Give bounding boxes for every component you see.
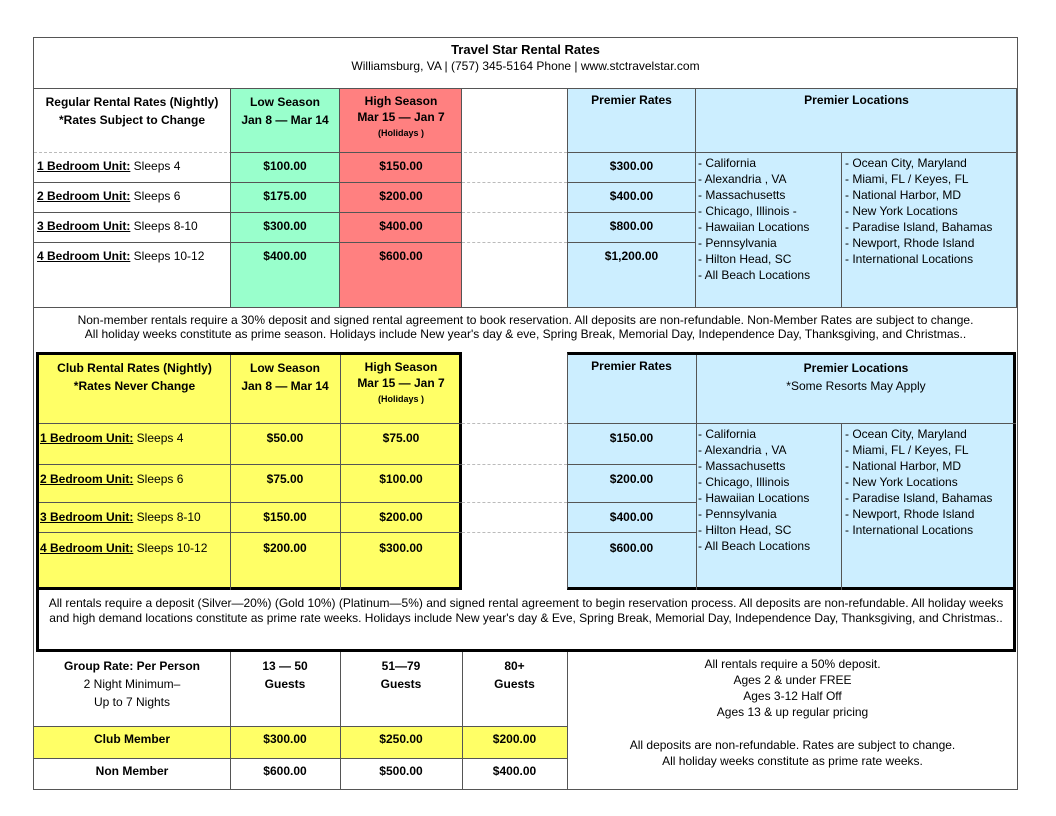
regular-high-header bbox=[340, 93, 462, 141]
regular-low-dates: Jan 8 — Mar 14 bbox=[241, 113, 329, 127]
club-row-1-high: $75.00 bbox=[382, 431, 420, 445]
club-low-header bbox=[230, 359, 340, 395]
group-info-line: Ages 3-12 Half Off bbox=[743, 689, 842, 703]
unit-label: 1 Bedroom Unit: bbox=[40, 431, 134, 445]
location-item: - National Harbor, MD bbox=[845, 459, 962, 473]
club-low-dates: Jan 8 — Mar 14 bbox=[241, 379, 329, 393]
regular-low-header bbox=[230, 93, 340, 129]
group-non-price-3: $400.00 bbox=[492, 764, 537, 778]
club-row-3-premier: $400.00 bbox=[609, 510, 654, 524]
club-locations-subtitle: *Some Resorts May Apply bbox=[786, 379, 926, 393]
regular-section-bottom bbox=[34, 307, 1017, 308]
group-max-nights: Up to 7 Nights bbox=[93, 695, 171, 709]
location-item: - Ocean City, Maryland bbox=[845, 156, 967, 170]
regular-header-divider-solid-2 bbox=[567, 152, 1017, 153]
club-note: All rentals require a deposit (Silver—20%) (Gold 10%) (Platinum—5%) and signed rental agreement to begin reservation process. All deposits are non-refundable. All holiday weeks and high demand locations constitute as prime rate weeks. Holidays include New year's day & Eve, Spring Break, Memorial Day, Independence Day, Thanksgiving, and Christmas.. bbox=[48, 596, 1004, 625]
regular-premier-locations-header: Premier Locations bbox=[804, 93, 909, 107]
club-row-4-high: $300.00 bbox=[379, 541, 423, 555]
unit-label: 3 Bedroom Unit: bbox=[40, 510, 134, 524]
unit-label: 2 Bedroom Unit: bbox=[40, 472, 134, 486]
regular-row-2-high: $200.00 bbox=[379, 189, 423, 203]
club-row-dash-3 bbox=[462, 532, 567, 533]
regular-locations-right bbox=[845, 155, 1015, 267]
club-premier-line-2 bbox=[567, 502, 696, 503]
regular-header-divider-solid bbox=[230, 152, 462, 153]
group-col-3-header bbox=[462, 657, 567, 693]
regular-row-dash-2 bbox=[462, 212, 567, 213]
group-non-price-1: $600.00 bbox=[263, 764, 307, 778]
club-heading-subtitle: *Rates Never Change bbox=[73, 379, 196, 393]
group-info-line: All deposits are non-refundable. Rates are subject to change. bbox=[629, 738, 956, 752]
club-high-dates: Mar 15 — Jan 7 bbox=[357, 376, 445, 390]
location-item: - Newport, Rhode Island bbox=[845, 507, 975, 521]
club-row-line-1 bbox=[39, 464, 462, 465]
club-row-2-unit bbox=[40, 472, 230, 486]
regular-high-title: High Season bbox=[364, 94, 438, 108]
location-item: - New York Locations bbox=[845, 475, 958, 489]
group-info-line: All holiday weeks constitute as prime rate weeks. bbox=[662, 754, 923, 768]
location-item: - International Locations bbox=[845, 252, 974, 266]
group-info-line: Ages 13 & up regular pricing bbox=[716, 705, 869, 719]
sleeps-label: Sleeps 4 bbox=[130, 159, 181, 173]
location-item: - Massachusetts bbox=[698, 188, 786, 202]
club-high-title: High Season bbox=[364, 360, 438, 374]
group-info-line: Ages 2 & under FREE bbox=[733, 673, 852, 687]
location-item: - California bbox=[698, 156, 757, 170]
regular-locations-left bbox=[698, 155, 840, 283]
group-row-line-2 bbox=[34, 758, 567, 759]
group-col-1-range: 13 — 50 bbox=[262, 659, 308, 673]
regular-note bbox=[36, 313, 1015, 341]
location-item: - Chicago, Illinois - bbox=[698, 204, 797, 218]
group-club-price-2: $250.00 bbox=[379, 732, 423, 746]
group-info-line: All rentals require a 50% deposit. bbox=[704, 657, 881, 671]
club-row-3-high: $200.00 bbox=[379, 510, 423, 524]
location-item: - California bbox=[698, 427, 757, 441]
unit-label: 2 Bedroom Unit: bbox=[37, 189, 131, 203]
club-premier-locations-header bbox=[696, 359, 1016, 395]
regular-high-dates: Mar 15 — Jan 7 bbox=[357, 110, 445, 124]
group-row-line-1 bbox=[34, 726, 567, 727]
regular-row-1-premier: $300.00 bbox=[609, 159, 654, 173]
regular-row-dash-3 bbox=[462, 242, 567, 243]
regular-row-1-high: $150.00 bbox=[379, 159, 423, 173]
location-item: - Alexandria , VA bbox=[698, 172, 787, 186]
regular-row-4-high: $600.00 bbox=[379, 249, 423, 263]
club-row-3-unit bbox=[40, 510, 230, 524]
regular-row-line-3 bbox=[34, 242, 462, 243]
regular-premier-line-2 bbox=[567, 212, 696, 213]
sleeps-label: Sleeps 10-12 bbox=[130, 249, 205, 263]
group-non-label: Non Member bbox=[95, 764, 169, 778]
location-item: - All Beach Locations bbox=[698, 268, 811, 282]
group-club-label: Club Member bbox=[93, 732, 170, 746]
group-col-3-guests: Guests bbox=[494, 677, 535, 691]
club-row-2-low: $75.00 bbox=[266, 472, 304, 486]
group-min-nights: 2 Night Minimum– bbox=[83, 677, 181, 691]
group-col-1-header bbox=[230, 657, 340, 693]
club-locations-split-2 bbox=[841, 424, 842, 590]
club-row-dash-2 bbox=[462, 502, 567, 503]
regular-row-3-unit bbox=[37, 219, 230, 233]
club-header-dash bbox=[462, 423, 567, 424]
regular-low-title: Low Season bbox=[249, 95, 320, 109]
unit-label: 4 Bedroom Unit: bbox=[40, 541, 134, 555]
sleeps-label: Sleeps 8-10 bbox=[133, 510, 201, 524]
regular-high-note: (Holidays ) bbox=[377, 128, 424, 138]
location-item: - Pennsylvania bbox=[698, 236, 777, 250]
club-locations-right bbox=[845, 426, 1013, 538]
club-row-2-premier: $200.00 bbox=[609, 472, 654, 486]
location-item: - Pennsylvania bbox=[698, 507, 777, 521]
club-premier-line-3 bbox=[567, 532, 696, 533]
regular-premier-rates-header: Premier Rates bbox=[591, 93, 672, 107]
unit-label: 1 Bedroom Unit: bbox=[37, 159, 131, 173]
regular-note-line-2: All holiday weeks constitute as prime season. Holidays include New year's day & eve, Spring Break, Memorial Day, Independence Day, Thanksgiving, and Christmas.. bbox=[84, 327, 967, 341]
club-row-line-2 bbox=[39, 502, 462, 503]
sleeps-label: Sleeps 6 bbox=[133, 472, 184, 486]
regular-row-1-unit bbox=[37, 159, 230, 173]
location-item: - Hilton Head, SC bbox=[698, 523, 792, 537]
group-col-2-range: 51—79 bbox=[381, 659, 421, 673]
club-row-1-low: $50.00 bbox=[266, 431, 304, 445]
club-row-1-premier: $150.00 bbox=[609, 431, 654, 445]
regular-premier-line-3 bbox=[567, 242, 696, 243]
sleeps-label: Sleeps 8-10 bbox=[130, 219, 198, 233]
regular-row-dash-1 bbox=[462, 182, 567, 183]
club-row-1-unit bbox=[40, 431, 230, 445]
regular-row-4-premier: $1,200.00 bbox=[604, 249, 659, 263]
club-row-line-3 bbox=[39, 532, 462, 533]
group-col-3-range: 80+ bbox=[504, 659, 525, 673]
regular-row-2-low: $175.00 bbox=[263, 189, 307, 203]
regular-note-line-1: Non-member rentals require a 30% deposit and signed rental agreement to book reservation. All deposits are non-refundable. Non-Member Rates are subject to change. bbox=[77, 313, 974, 327]
club-row-4-low: $200.00 bbox=[263, 541, 307, 555]
group-club-price-3: $200.00 bbox=[492, 732, 537, 746]
club-heading-title: Club Rental Rates (Nightly) bbox=[57, 361, 212, 375]
regular-heading-subtitle: *Rates Subject to Change bbox=[58, 113, 206, 127]
regular-premier-line-1 bbox=[567, 182, 696, 183]
regular-row-3-low: $300.00 bbox=[263, 219, 307, 233]
unit-label: 3 Bedroom Unit: bbox=[37, 219, 131, 233]
regular-row-2-premier: $400.00 bbox=[609, 189, 654, 203]
club-row-2-high: $100.00 bbox=[379, 472, 423, 486]
group-club-price-1: $300.00 bbox=[263, 732, 307, 746]
group-heading bbox=[34, 657, 230, 711]
group-col-1-guests: Guests bbox=[264, 677, 306, 691]
group-info bbox=[568, 656, 1017, 720]
sleeps-label: Sleeps 6 bbox=[130, 189, 181, 203]
club-low-title: Low Season bbox=[249, 361, 320, 375]
group-info-2 bbox=[568, 737, 1017, 769]
group-non-price-2: $500.00 bbox=[379, 764, 423, 778]
location-item: - International Locations bbox=[845, 523, 974, 537]
location-item: - Massachusetts bbox=[698, 459, 786, 473]
location-item: - National Harbor, MD bbox=[845, 188, 962, 202]
group-col-2-header bbox=[340, 657, 462, 693]
location-item: - Hilton Head, SC bbox=[698, 252, 792, 266]
location-item: - Miami, FL / Keyes, FL bbox=[845, 172, 969, 186]
club-high-header bbox=[340, 359, 462, 407]
club-header-line-2 bbox=[567, 423, 1016, 424]
page-title: Travel Star Rental Rates bbox=[451, 42, 600, 57]
club-row-dash-1 bbox=[462, 464, 567, 465]
club-row-4-premier: $600.00 bbox=[609, 541, 654, 555]
club-high-note: (Holidays ) bbox=[377, 394, 424, 404]
page-subtitle: Williamsburg, VA | (757) 345-5164 Phone | www.stctravelstar.com bbox=[351, 59, 700, 73]
club-row-4-unit bbox=[40, 541, 230, 555]
location-item: - Alexandria , VA bbox=[698, 443, 787, 457]
club-header-line bbox=[39, 423, 462, 424]
club-premier-line-1 bbox=[567, 464, 696, 465]
group-col-2-guests: Guests bbox=[380, 677, 422, 691]
regular-row-3-premier: $800.00 bbox=[609, 219, 654, 233]
regular-row-2-unit bbox=[37, 189, 230, 203]
location-item: - New York Locations bbox=[845, 204, 958, 218]
club-locations-title: Premier Locations bbox=[803, 361, 909, 375]
club-row-3-low: $150.00 bbox=[263, 510, 307, 524]
regular-row-line-2 bbox=[34, 212, 462, 213]
regular-row-4-low: $400.00 bbox=[263, 249, 307, 263]
location-item: - Newport, Rhode Island bbox=[845, 236, 975, 250]
unit-label: 4 Bedroom Unit: bbox=[37, 249, 131, 263]
location-item: - Hawaiian Locations bbox=[698, 220, 810, 234]
regular-row-3-high: $400.00 bbox=[379, 219, 423, 233]
club-premier-rates-header: Premier Rates bbox=[591, 359, 672, 373]
location-item: - Paradise Island, Bahamas bbox=[845, 491, 993, 505]
club-locations-left bbox=[698, 426, 840, 554]
regular-locations-split bbox=[841, 152, 842, 308]
regular-heading-title: Regular Rental Rates (Nightly) bbox=[45, 95, 219, 109]
regular-row-1-low: $100.00 bbox=[263, 159, 307, 173]
sleeps-label: Sleeps 4 bbox=[133, 431, 184, 445]
location-item: - Miami, FL / Keyes, FL bbox=[845, 443, 969, 457]
location-item: - All Beach Locations bbox=[698, 539, 811, 553]
location-item: - Hawaiian Locations bbox=[698, 491, 810, 505]
regular-row-4-unit bbox=[37, 249, 230, 263]
group-heading-title: Group Rate: Per Person bbox=[63, 659, 201, 673]
location-item: - Paradise Island, Bahamas bbox=[845, 220, 993, 234]
sleeps-label: Sleeps 10-12 bbox=[133, 541, 208, 555]
club-heading bbox=[39, 359, 230, 395]
location-item: - Chicago, Illinois bbox=[698, 475, 790, 489]
regular-row-line-1 bbox=[34, 182, 462, 183]
location-item: - Ocean City, Maryland bbox=[845, 427, 967, 441]
regular-heading bbox=[34, 93, 230, 129]
